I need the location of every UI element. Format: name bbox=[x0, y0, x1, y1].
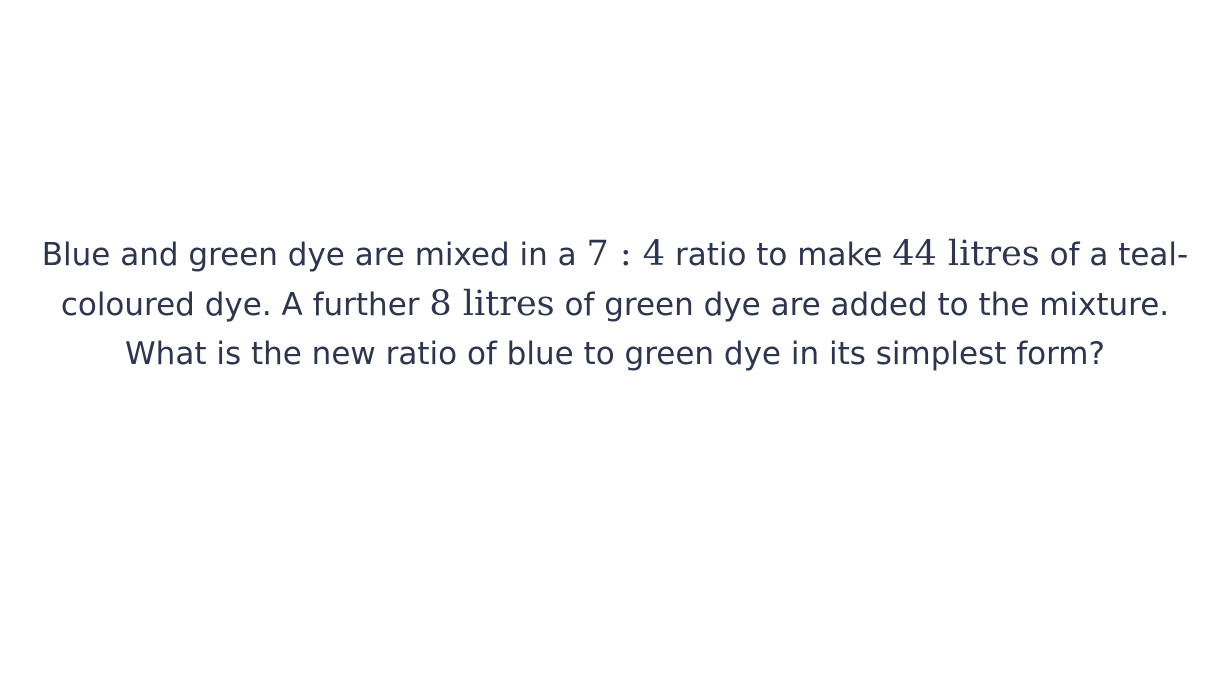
question-segment-4: of green dye are added to the mixture. What is the new ratio of blue to green dye in its simplest form? bbox=[125, 287, 1170, 372]
question-text bbox=[40, 230, 1190, 379]
added-volume-math: 8 litres bbox=[429, 284, 555, 324]
ratio-math: 7 : 4 bbox=[586, 234, 666, 274]
question-segment-2: ratio to make bbox=[665, 237, 893, 273]
question-segment-3: of a teal-coloured dye. A further bbox=[60, 237, 1189, 323]
total-volume-math: 44 litres bbox=[892, 234, 1040, 274]
question-segment-1: Blue and green dye are mixed in a bbox=[41, 237, 587, 273]
